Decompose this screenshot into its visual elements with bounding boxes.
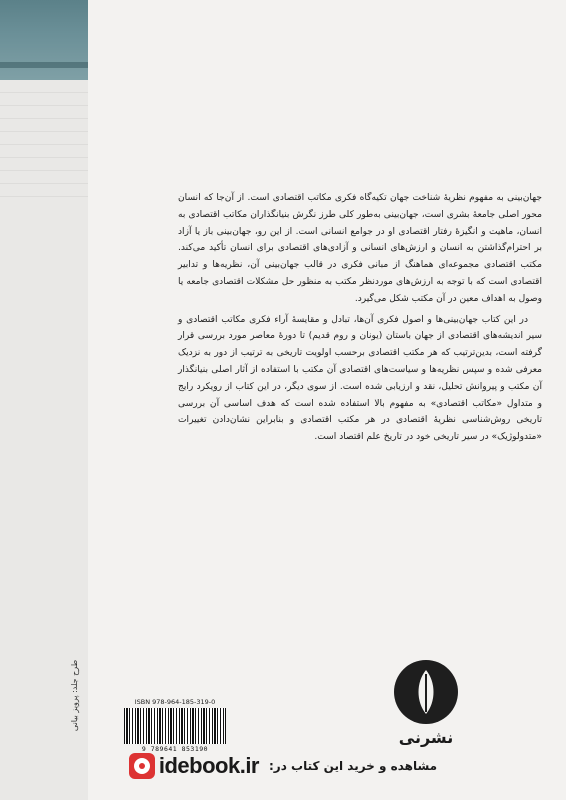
eye-icon xyxy=(129,753,155,779)
blurb-text xyxy=(178,190,542,450)
credit-text: طرح جلد: پرویز بیانی xyxy=(70,659,80,731)
isbn-label: ISBN 978-964-185-319-0 xyxy=(134,698,216,706)
publisher-name: نشرنی xyxy=(398,728,454,747)
blurb-paragraph-2: در این کتاب جهان‌بینی‌ها و اصول فکری آن‌ها، تبادل و مقایسهٔ آراء فکری مکاتب اقتصادی و سیر اندیشه‌های اقتصادی از جهان باستان (یونان و روم قدیم) تا دورهٔ معاصر مورد بررسی قرار گرفته است، بدین‌ترتیب که هر مکتب اقتصادی برحسب اولویت تاریخی به ترتیب از دور به نزدیک معرفی شده و سپس نظریه‌ها و سیاست‌های اقتصادی آن مکتب با استفاده از آثار اصلی بنیانگذار آن مکتب و پیروانش تحلیل، نقد و ارزیابی شده است. از سوی دیگر، در این کتاب از رویکرد رایج و متداول «مکاتب اقتصادی» به مفهوم بالا استفاده شده است که هدف اساسی آن بررسی تاریخی روش‌شناسی نظریهٔ اقتصادی در هر مکتب اقتصادی و بنابراین نشان‌دادن تغییرات «متدولوژیک» در سیر تاریخی خود در تاریخ علم اقتصاد است. xyxy=(178,314,542,443)
watermark-banner[interactable] xyxy=(0,746,566,786)
reed-leaf-icon xyxy=(394,660,458,724)
watermark-brand: idebook.ir xyxy=(158,753,259,778)
blurb-paragraph-1: جهان‌بینی به مفهوم نظریهٔ شناخت جهان تکیه‌گاه فکری مکاتب اقتصادی است. از آن‌جا که انسان محور اصلی جامعهٔ بشری است، جهان‌بینی به‌طور کلی طرز نگرش بنیانگذاران مکاتب اقتصادی به انسان، ماهیت و انگیزهٔ رفتار اقتصادی او در جوامع انسانی است. از این رو، جهان‌بینی باز یا آزاد بر احترام‌گذاشتن به انسان و ارزش‌های انسانی و آزادی‌های اقتصادی برای انسان تأکید می‌کند. مکتب اقتصادی مجموعه‌ای هماهنگ از مبانی فکری در قالب جهان‌بینی آن، نظریه‌ها و تدابیر اقتصادی است که با توجه به ارزش‌های موردنظر مکتب به منظور حل مشکلات اقتصادی جامعه یا وصول به اهداف معین در آن مکتب شکل می‌گیرد. xyxy=(178,193,542,304)
watermark-caption: مشاهده و خرید این کتاب در: xyxy=(269,759,438,773)
spine-texture xyxy=(0,80,88,200)
cover-design-credit xyxy=(60,660,90,730)
watermark-logo xyxy=(129,753,259,779)
publisher-logo-icon xyxy=(394,660,458,724)
barcode-number: 9 789641 853190 xyxy=(141,745,209,753)
spine-photo-strip xyxy=(0,0,88,80)
barcode-icon xyxy=(124,708,226,744)
